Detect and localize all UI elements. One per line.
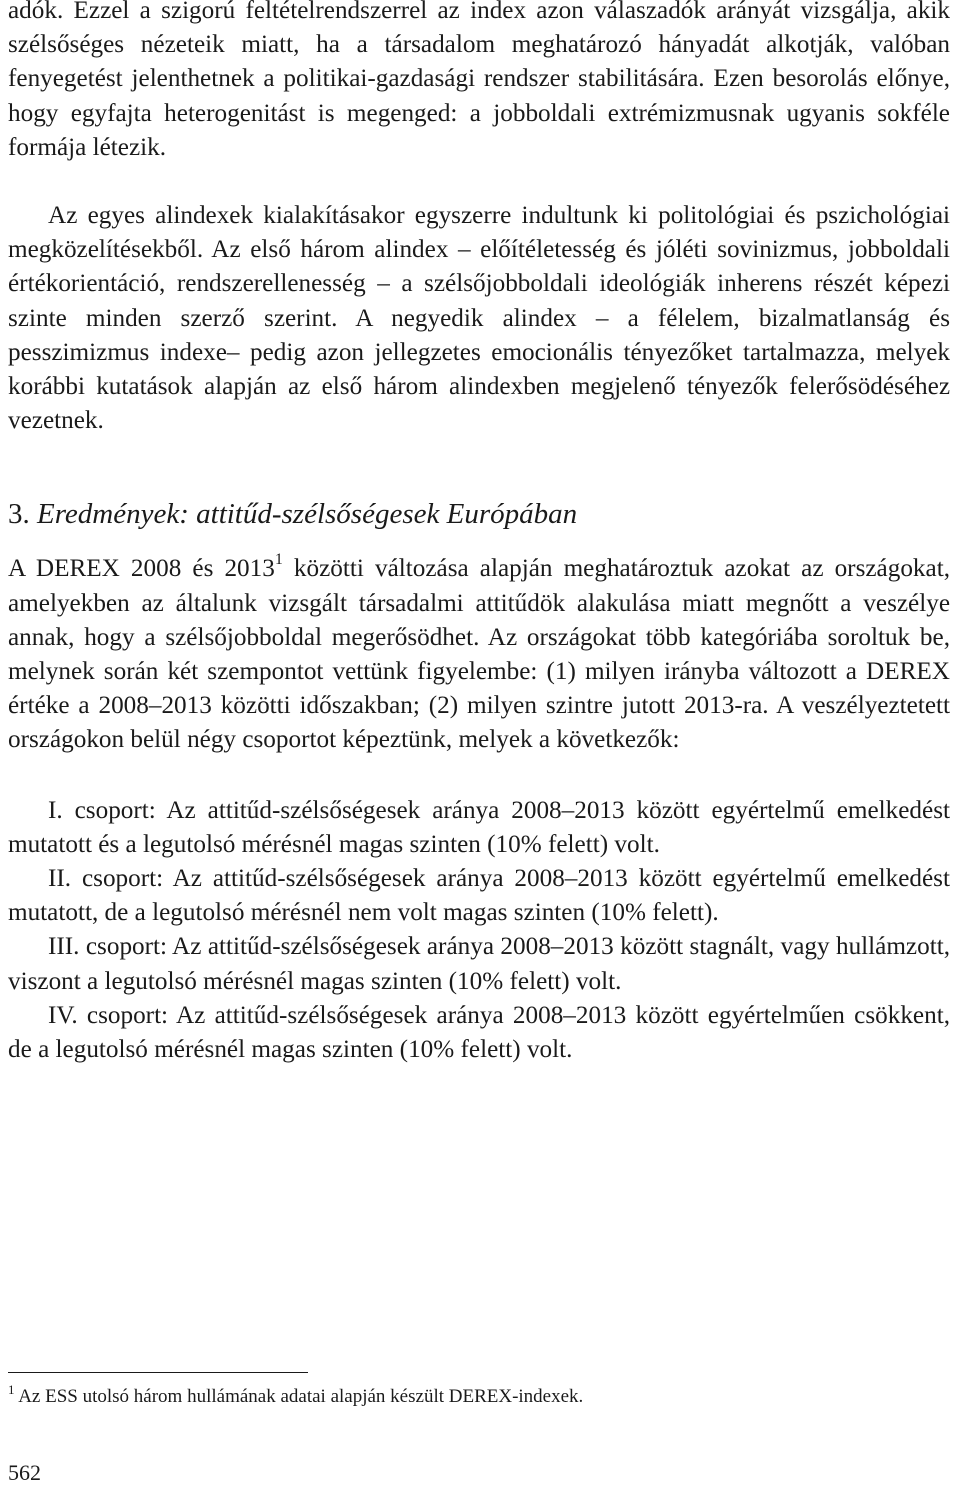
paragraph-derex-start: A DEREX 2008 és 2013: [8, 555, 275, 583]
section-title: Eredmények: attitűd-szélsőségesek Európában: [37, 498, 578, 531]
paragraph-alindexek: Az egyes alindexek kialakításakor egyszerre indultunk ki politológiai és pszichológiai megközelítésekből. Az első három alindex – előítéletesség és jóléti sovinizmus, jobboldali értékorientáció, rendszerellenesség – a szélsőjobboldali ideológiák inherens részét képezi szinte minden szerző szerint. A negyedik alindex – a félelem, bizalmatlanság és pesszimizmus indexe– pedig azon jellegzetes emocionális tényezőket tartalmazza, melyek korábbi kutatások alapján az első három alindexben megjelenő tényezők felerősödéséhez vezetnek.: [8, 202, 950, 435]
section-number: 3.: [8, 498, 30, 531]
group-4-text: IV. csoport: Az attitűd-szélsőségesek aránya 2008–2013 között egyértelműen csökkent, de a legutolsó mérésnél magas szinten (10% felett) volt.: [8, 1001, 950, 1064]
page-number: 562: [8, 1460, 41, 1485]
group-2-text: II. csoport: Az attitűd-szélsőségesek aránya 2008–2013 között egyértelmű emelkedést mutatott, de a legutolsó mérésnél nem volt magas szinten (10% felett).: [8, 865, 950, 927]
paragraph-derex: [8, 552, 950, 757]
group-1-text: I. csoport: Az attitűd-szélsőségesek aránya 2008–2013 között egyértelmű emelkedést mutatott és a legutolsó mérésnél magas szinten (10% felett) volt.: [8, 796, 950, 858]
page-body: [8, 0, 950, 1067]
paragraph-derex-rest: közötti változása alapján meghatároztuk azokat az országokat, amelyekben az általunk vizsgált társadalmi attitűdök alakulása miatt megnőtt a veszélye annak, hogy a szélsőjobboldal megerősödhet. Az országokat több kategóriába soroltuk be, melynek során két szempontot vettünk figyelembe: (1) milyen irányba változott a DEREX értéke a 2008–2013 közötti időszakban; (2) milyen szintre jutott 2013-ra. A veszélyeztetett országokon belül négy csoportot képeztünk, melyek a következők:: [8, 555, 950, 754]
footnote-divider: [8, 1372, 308, 1373]
footnote-reference[interactable]: 1: [274, 551, 283, 569]
group-list: [8, 794, 950, 1068]
paragraph-continuation: adók. Ezzel a szigorú feltételrendszerrel az index azon válaszadók arányát vizsgálja, akik szélsőséges nézeteik miatt, ha a társadalom meghatározó hányadát alkotják, valóban fenyegetést jelenthetnek a politikai-gazdasági rendszer stabilitására. Ezen besorolás előnye, hogy egyfajta heterogenitást is megenged: a jobboldali extrémizmusnak ugyanis sokféle formája létezik.: [8, 0, 950, 161]
group-3-text: III. csoport: Az attitűd-szélsőségesek aránya 2008–2013 között stagnált, vagy hullámzott, viszont a legutolsó mérésnél magas szinten (10% felett) volt.: [8, 933, 950, 995]
footnote-mark: 1: [8, 1382, 15, 1397]
footnote: [8, 1382, 584, 1409]
section-heading: [8, 496, 950, 532]
group-item: [8, 999, 950, 1067]
group-item: [8, 862, 950, 930]
footnote-text: Az ESS utolsó három hullámának adatai alapján készült DEREX-indexek.: [14, 1386, 584, 1407]
group-item: [8, 930, 950, 998]
group-item: [8, 794, 950, 862]
